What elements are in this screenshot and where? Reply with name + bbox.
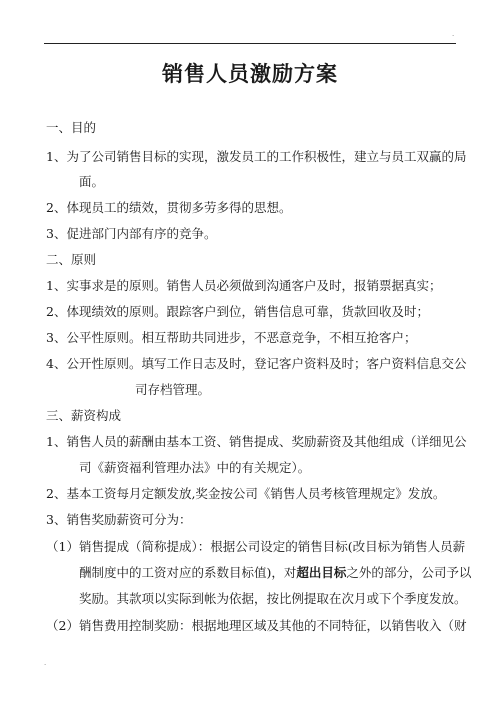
commission-item-2: （2）销售费用控制奖励：根据地理区域及其他的不同特征，以销售收入（财 — [46, 618, 467, 633]
principle-item-3: 3、公平性原则。相互帮助共同进步，不恶意竞争，不相互抢客户； — [46, 330, 417, 345]
corner-mark-top: · — [452, 32, 455, 40]
emphasis-exceed-target: 超出目标 — [296, 565, 347, 580]
principle-item-4-continued: 司存档管理。 — [135, 382, 211, 397]
salary-item-2: 2、基本工资每月定额发放,奖金按公司《销售人员考核管理规定》发放。 — [46, 486, 446, 501]
header-rule — [44, 43, 456, 44]
section-heading-purpose: 一、目的 — [46, 120, 97, 135]
purpose-item-1-continued: 面。 — [79, 174, 105, 189]
section-heading-principles: 二、原则 — [46, 252, 97, 267]
purpose-item-2: 2、体现员工的绩效，贯彻多劳多得的思想。 — [46, 200, 292, 215]
commission-item-1: （1）销售提成（简称提成）：根据公司设定的销售目标(改目标为销售人员薪 — [46, 539, 466, 554]
salary-item-1-continued: 司《薪资福利管理办法》中的有关规定）。 — [79, 460, 311, 475]
corner-mark-bottom: · — [44, 661, 47, 669]
salary-item-3: 3、销售奖励薪资可分为： — [46, 512, 192, 527]
commission-text-before: 酬制度中的工资对应的系数目标值)，对 — [79, 565, 297, 580]
commission-text-after: 之外的部分，公司予以 — [346, 565, 472, 580]
commission-item-1-continued-2: 奖励。其款项以实际到帐为依据，按比例提取在次月或下个季度发放。 — [79, 591, 467, 606]
purpose-item-1: 1、为了公司销售目标的实现，激发员工的工作积极性，建立与员工双赢的局 — [46, 149, 467, 164]
principle-item-2: 2、体现绩效的原则。跟踪客户到位，销售信息可靠，货款回收及时； — [46, 304, 429, 319]
section-heading-salary: 三、薪资构成 — [46, 408, 122, 423]
commission-item-1-continued — [79, 565, 471, 581]
principle-item-1: 1、实事求是的原则。销售人员必须做到沟通客户及时，报销票据真实； — [46, 278, 442, 293]
principle-item-4: 4、公开性原则。填写工作日志及时，登记客户资料及时；客户资料信息交公 — [46, 356, 467, 371]
salary-item-1: 1、销售人员的薪酬由基本工资、销售提成、奖励薪资及其他组成（详细见公 — [46, 434, 467, 449]
purpose-item-3: 3、促进部门内部有序的竞争。 — [46, 226, 217, 241]
document-title: 销售人员激励方案 — [162, 61, 338, 86]
